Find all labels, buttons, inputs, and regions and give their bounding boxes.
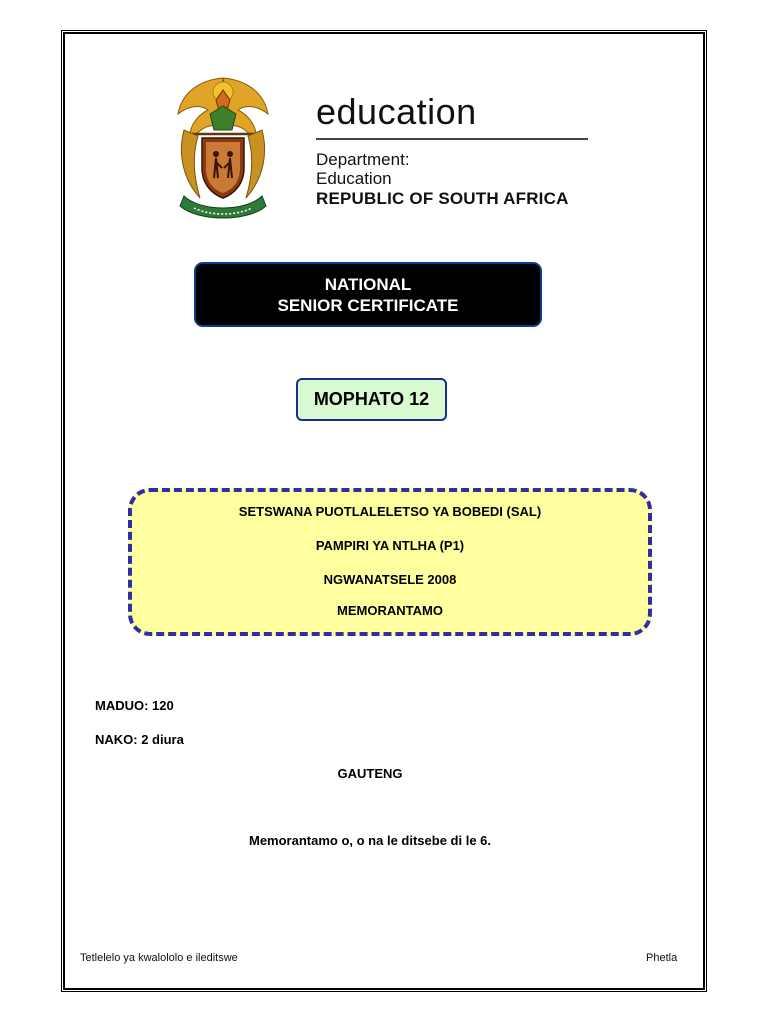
country-name: REPUBLIC OF SOUTH AFRICA	[316, 189, 569, 208]
grade-badge: MOPHATO 12	[296, 378, 447, 421]
time-info: NAKO: 2 diura	[95, 732, 184, 747]
department-heading: education	[316, 91, 477, 132]
footer-copyright: Tetlelelo ya kwalololo e ileditswe	[80, 952, 238, 964]
document-type: MEMORANTAMO	[337, 603, 443, 618]
marks-info: MADUO: 120	[95, 698, 174, 713]
paper-label: PAMPIRI YA NTLHA (P1)	[315, 538, 465, 553]
province-label: GAUTENG	[337, 766, 403, 781]
certificate-line-2: SENIOR CERTIFICATE	[277, 296, 459, 315]
department-label: Department:	[316, 150, 410, 169]
coat-of-arms-icon	[170, 70, 276, 226]
certificate-line-1: NATIONAL	[324, 275, 412, 294]
national-senior-certificate-banner	[194, 262, 542, 327]
subject-title: SETSWANA PUOTLALELETSO YA BOBEDI (SAL)	[238, 504, 542, 519]
department-name: Education	[316, 169, 392, 188]
department-block	[316, 92, 596, 210]
department-divider	[316, 138, 588, 140]
subject-panel	[128, 488, 652, 636]
footer-turn-over: Phetla	[646, 952, 678, 964]
page-count-note: Memorantamo o, o na le ditsebe di le 6.	[249, 833, 491, 848]
exam-session: NGWANATSELE 2008	[323, 572, 457, 587]
